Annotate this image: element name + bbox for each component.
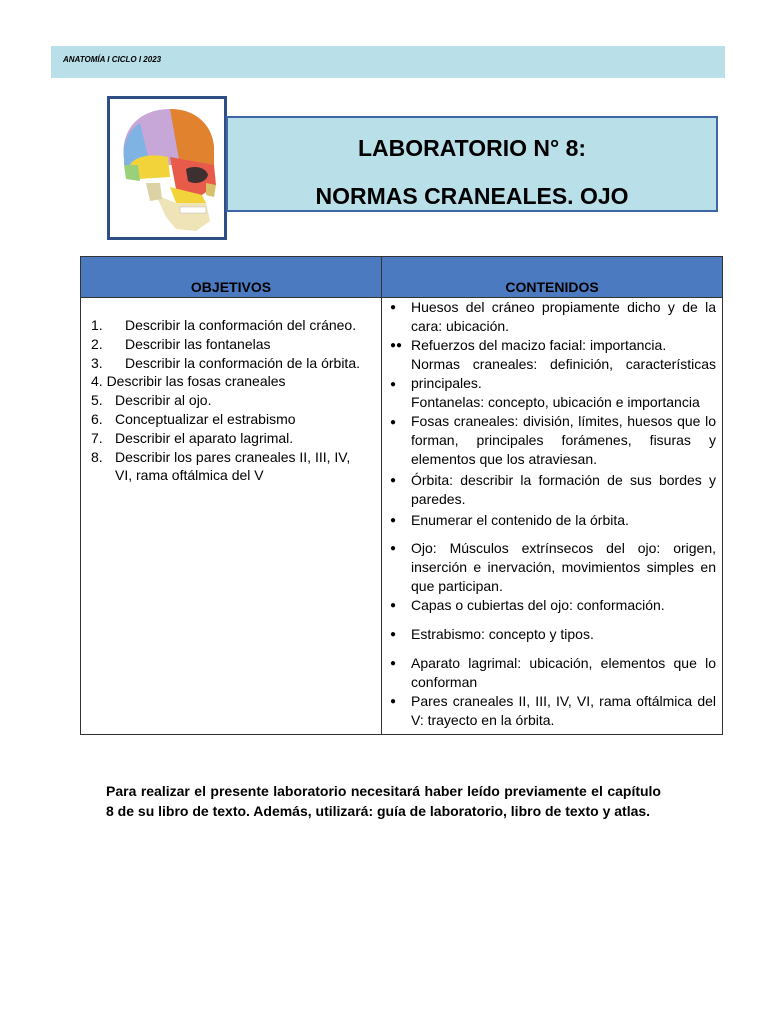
contenido-item: ● Estrabismo: concepto y tipos. xyxy=(390,626,594,642)
contenidos-cell xyxy=(382,298,723,735)
title-box xyxy=(226,116,718,212)
course-label: ANATOMÍA I CICLO I 2023 xyxy=(63,55,162,64)
bullet-icon: ● xyxy=(390,629,397,640)
course-header-bar xyxy=(51,46,725,78)
skull-image xyxy=(107,96,227,240)
objetivo-item: 7. Describir el aparato lagrimal. xyxy=(91,429,294,446)
header-contenidos: CONTENIDOS xyxy=(382,257,723,298)
contenido-item: ●● Refuerzos del macizo facial: importancia. xyxy=(390,337,667,353)
objetivo-item: 4. Describir las fosas craneales xyxy=(91,373,286,390)
bullet-icon: ● xyxy=(390,379,397,390)
instructions-paragraph: Para realizar el presente laboratorio necesitará haber leído previamente el capítulo 8 de su libro de texto. Además, utilizará: guía de laboratorio, libro de texto y atlas. xyxy=(106,783,661,819)
objectives-contents-table xyxy=(80,256,723,735)
title-line-1: LABORATORIO N° 8: xyxy=(357,135,587,161)
objetivo-item: 8. Describir los pares craneales II, III, IV, VI, rama oftálmica del V xyxy=(91,448,351,484)
bullet-icon: ● xyxy=(390,515,397,526)
title-line-2: NORMAS CRANEALES. OJO xyxy=(315,183,629,209)
bullet-icon: ● xyxy=(390,417,397,428)
contenido-item: ● Fontanelas: concepto, ubicación e importancia xyxy=(388,393,716,412)
contenido-item: ● Ojo: Músculos extrínsecos del ojo: origen, inserción e inervación, movimientos simples en que participan. xyxy=(390,540,716,594)
contenido-item: ● Pares craneales II, III, IV, VI, rama oftálmica del V: trayecto en la órbita. xyxy=(390,693,716,728)
contenido-item: ● Aparato lagrimal: ubicación, elementos que lo conforman xyxy=(390,655,716,690)
bullet-icon: ● xyxy=(390,475,397,486)
contenido-item: Fosas craneales: división, límites, huesos que lo forman, principales forámenes, fisuras y elementos que los atraviesan. xyxy=(411,413,716,467)
contenido-item: ● Huesos del cráneo propiamente dicho y de la cara: ubicación. xyxy=(390,299,716,334)
contenidos-list xyxy=(388,298,716,730)
objetivo-item: 3. Describir la conformación de la órbita. xyxy=(91,354,360,371)
objetivos-cell xyxy=(81,298,382,735)
contenido-item: ● Normas craneales: definición, características principales. xyxy=(388,355,716,393)
bullet-icon: ● xyxy=(390,696,397,707)
skull-illustration xyxy=(110,99,224,237)
objetivo-item: 2. Describir las fontanelas xyxy=(91,335,271,352)
contenido-item: ● Enumerar el contenido de la órbita. xyxy=(390,512,629,528)
bullet-icon: ● xyxy=(390,658,397,669)
bullet-icon: ● xyxy=(390,600,397,611)
bullet-icon: ● xyxy=(390,543,397,554)
contenido-item: ● Capas o cubiertas del ojo: conformación. xyxy=(390,597,665,613)
contenido-item: ● Órbita: describir la formación de sus bordes y paredes. xyxy=(390,472,716,507)
objetivo-item: 1. Describir la conformación del cráneo. xyxy=(91,317,357,333)
bullet-icon: ●● xyxy=(390,340,403,351)
header-objetivos: OBJETIVOS xyxy=(81,257,382,298)
bullet-icon: ● xyxy=(390,302,397,313)
objetivo-item: 5. Describir al ojo. xyxy=(91,392,212,409)
objetivo-item: 6. Conceptualizar el estrabismo xyxy=(91,410,296,427)
